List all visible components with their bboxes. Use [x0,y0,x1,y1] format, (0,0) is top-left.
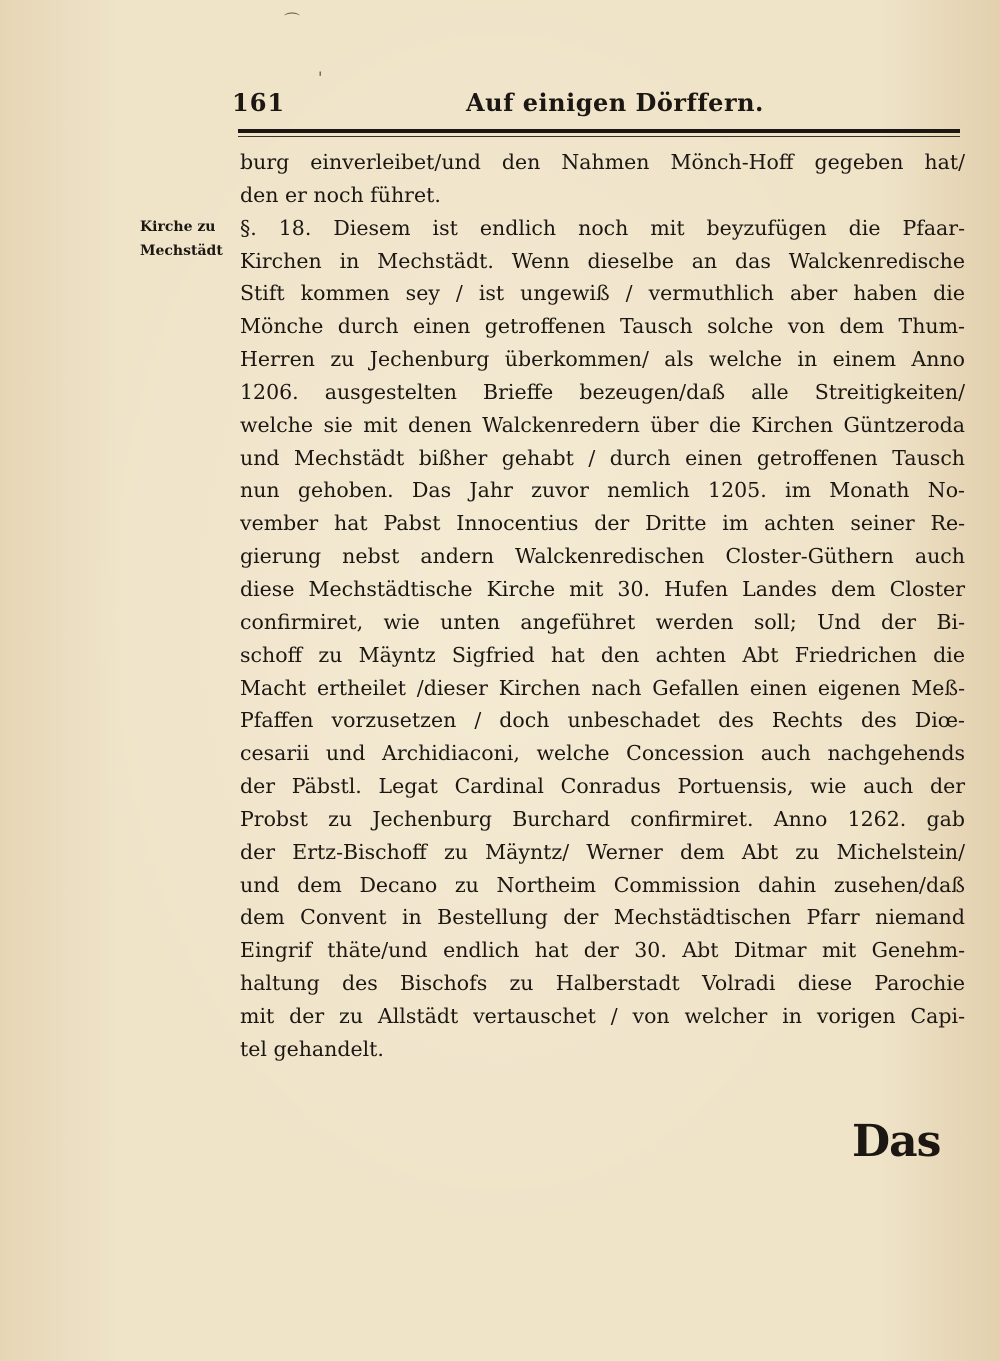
margin-note-line: Kirche zu [140,219,216,235]
text-line: mit der zu Allstädt vertauschet / von welcher in vorigen Capi- [240,1003,965,1028]
text-line: Stift kommen sey / ist ungewiß / vermuthlich aber haben die [240,281,965,306]
margin-note [140,215,230,263]
text-line: cesarii und Archidiaconi, welche Concession auch nachgehends [240,741,965,766]
page-header [232,88,962,128]
text-line: Eingrif thäte/und endlich hat der 30. Abt Ditmar mit Genehm- [240,938,965,963]
text-line: gierung nebst andern Walckenredischen Closter-Güthern auch [240,544,965,569]
text-line: vember hat Pabst Innocentius der Dritte im achten seiner Re- [240,511,965,536]
text-line: der Päbstl. Legat Cardinal Conradus Portuensis, wie auch der [240,774,965,799]
text-line: Pfaffen vorzusetzen / doch unbeschadet des Rechts des Diœ- [240,708,965,733]
text-line: Herren zu Jechenburg überkommen/ als welche in einem Anno [240,347,965,372]
text-line: 1206. ausgestelten Brieffe bezeugen/daß alle Streitigkeiten/ [240,379,965,404]
running-head: Auf einigen Dörffern. [466,88,764,117]
text-line: Probst zu Jechenburg Burchard confirmiret. Anno 1262. gab [240,806,965,831]
text-line: tel gehandelt. [240,1036,384,1061]
text-line: und dem Decano zu Northeim Commission dahin zusehen/daß [240,872,965,897]
text-line: den er noch führet. [240,182,441,207]
body-text [240,146,965,1066]
header-rule [238,129,960,133]
text-line: und Mechstädt bißher gehabt / durch einen getroffenen Tausch [240,445,965,470]
paper-mark: ⌒ [284,11,301,30]
text-line: schoff zu Mäyntz Sigfried hat den achten Abt Friedrichen die [240,642,965,667]
text-line: §. 18. Diesem ist endlich noch mit beyzufügen die Pfaar- [240,215,965,240]
text-line: burg einverleibet/und den Nahmen Mönch-Hoff gegeben hat/ [240,150,965,174]
page-number: 161 [232,88,286,117]
text-line: confirmiret, wie unten angeführet werden soll; Und der Bi- [240,609,965,634]
text-line: der Ertz-Bischoff zu Mäyntz/ Werner dem Abt zu Michelstein/ [240,839,965,864]
text-line: Mönche durch einen getroffenen Tausch solche von dem Thum- [240,314,965,339]
text-line: welche sie mit denen Walckenredern über die Kirchen Güntzeroda [240,412,965,437]
header-rule-thin [238,136,960,137]
text-line: Kirchen in Mechstädt. Wenn dieselbe an das Walckenredische [240,248,965,273]
text-line: Macht ertheilet /dieser Kirchen nach Gefallen einen eigenen Meß- [240,675,965,700]
text-line: diese Mechstädtische Kirche mit 30. Hufen Landes dem Closter [240,576,965,601]
margin-note-line: Mechstädt [140,243,223,259]
text-line: dem Convent in Bestellung der Mechstädtischen Pfarr niemand [240,905,965,930]
catchword: Das [852,1116,941,1167]
text-line: nun gehoben. Das Jahr zuvor nemlich 1205. im Monath No- [240,478,965,503]
text-line: haltung des Bischofs zu Halberstadt Volradi diese Parochie [240,971,965,996]
paper-mark: ' [318,68,323,87]
